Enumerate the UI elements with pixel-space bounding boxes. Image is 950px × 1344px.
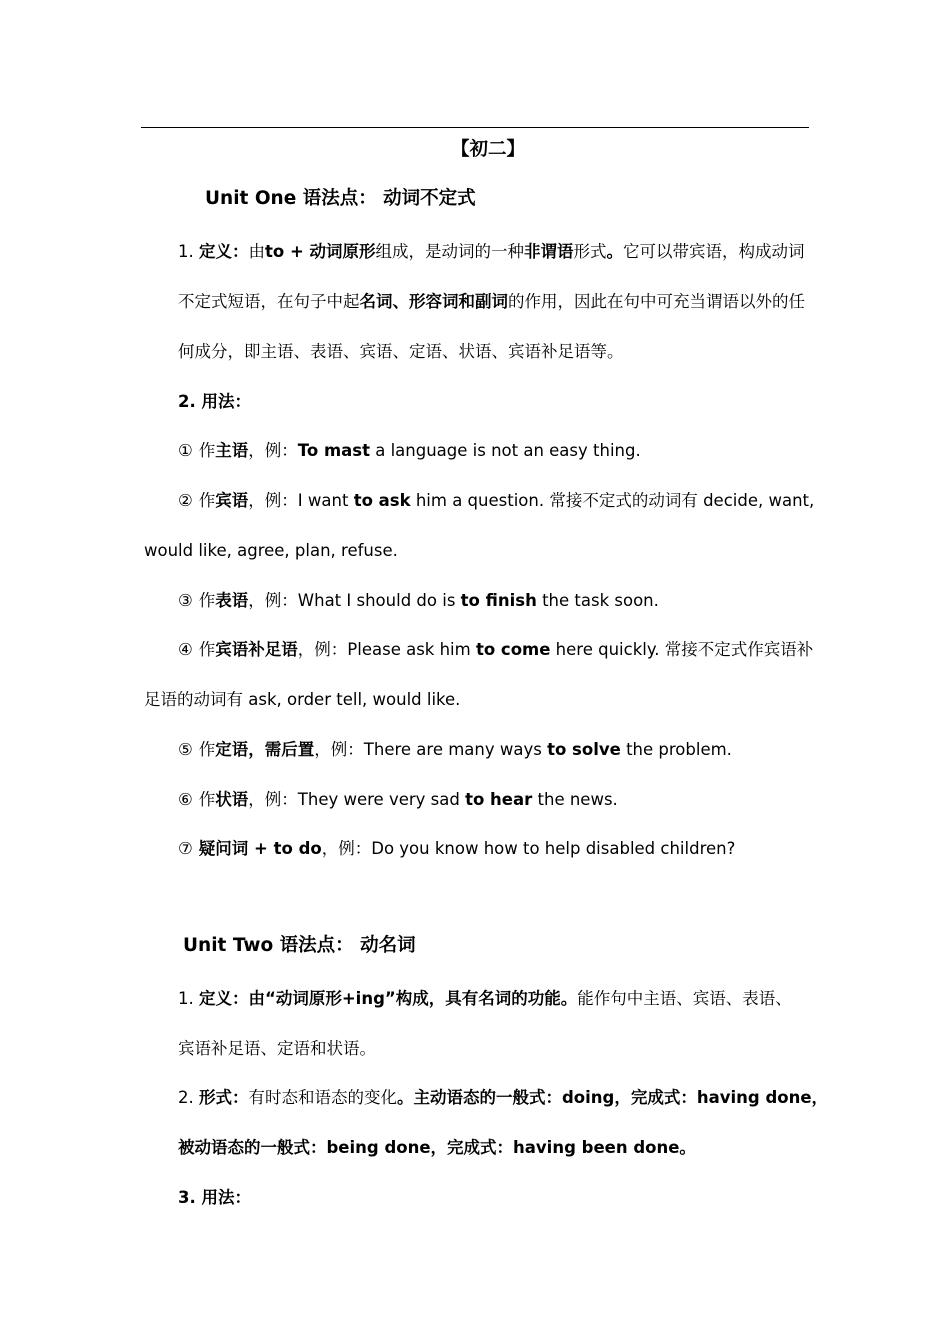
def-text: 能作句中主语、宾语、表语、 (577, 989, 792, 1008)
item-text: 作 (198, 591, 216, 610)
def-bold: 。 (606, 242, 624, 261)
item-text: 作 (198, 640, 216, 659)
def-label: 定义： (199, 242, 249, 261)
usage-item-continuation: would like, agree, plan, refuse. (144, 541, 398, 560)
usage-item-continuation: 足语的动词有 ask, order tell, would like. (144, 690, 461, 709)
unit-one-definition-line-2 (178, 290, 805, 314)
unit-two-definition-line-2: 宾语补足语、定语和状语。 (178, 1039, 376, 1058)
item-number: ③ (178, 591, 193, 610)
unit-one-heading: Unit One 语法点： 动词不定式 (205, 188, 476, 209)
item-text: ，例：What I should do is (248, 591, 461, 610)
form-bold: 被动语态的一般式：being done，完成式：having been done。 (178, 1138, 696, 1157)
usage-item (178, 788, 618, 812)
item-role: 宾语 (215, 491, 249, 510)
item-text: ，例：They were very sad (248, 790, 466, 809)
unit-one-definition-line-1 (178, 240, 805, 264)
unit-two-definition-line-1 (178, 987, 792, 1011)
item-text: the problem. (620, 740, 732, 759)
item-text: the news. (532, 790, 618, 809)
item-bold: to hear (465, 790, 533, 809)
item-role: 疑问词 + to do (198, 839, 322, 858)
item-text: 作 (198, 491, 216, 510)
item-text: here quickly. 常接不定式作宾语补 (550, 640, 814, 659)
def-text: 它可以带宾语，构成动词 (623, 242, 805, 261)
item-text: 作 (198, 790, 216, 809)
def-text: 不定式短语，在句子中起 (178, 292, 360, 311)
def-number: 1. (178, 242, 194, 261)
item-number: ⑦ (178, 839, 193, 858)
item-number: ④ (178, 640, 193, 659)
def-label: 定义： (199, 989, 249, 1008)
unit-two-heading: Unit Two 语法点： 动名词 (183, 935, 416, 956)
form-label: 形式： (199, 1088, 249, 1107)
item-bold: to finish (460, 591, 537, 610)
usage-item (178, 837, 735, 861)
item-number: ⑥ (178, 790, 193, 809)
item-bold: to ask (353, 491, 411, 510)
item-text: 作 (198, 441, 216, 460)
usage-item (178, 439, 641, 463)
item-number: ⑤ (178, 740, 193, 759)
item-number: ② (178, 491, 193, 510)
def-bold: 名词、形容词和副词 (359, 292, 508, 311)
def-text: 组成，是动词的一种 (375, 242, 525, 261)
header-rule (141, 127, 809, 128)
unit-one-usage-title (178, 390, 251, 414)
item-text: a language is not an easy thing. (369, 441, 641, 460)
item-text: 作 (198, 740, 216, 759)
def-number: 1. (178, 989, 194, 1008)
def-text: 的作用，因此在句中可充当谓语以外的任 (508, 292, 805, 311)
item-number: ① (178, 441, 193, 460)
item-role: 主语 (215, 441, 249, 460)
usage-item (178, 589, 659, 613)
item-bold: To mast (297, 441, 370, 460)
def-text: 形式 (573, 242, 607, 261)
unit-two-usage-title (178, 1186, 251, 1210)
item-role: 定语，需后置 (215, 740, 315, 759)
usage-item (178, 738, 732, 762)
unit-one-definition-line-3: 何成分，即主语、表语、宾语、定语、状语、宾语补足语等。 (178, 342, 624, 361)
def-bold: 由“动词原形+ing”构成，具有名词的功能。 (248, 989, 578, 1008)
usage-title-text: 3. 用法： (178, 1188, 251, 1207)
usage-item (178, 489, 814, 513)
item-bold: to solve (547, 740, 621, 759)
item-text: ，例：I want (248, 491, 354, 510)
item-text: him a question. 常接不定式的动词有 decide, want, (410, 491, 815, 510)
unit-two-form-line-2 (178, 1136, 696, 1160)
form-text: 有时态和语态的变化 (248, 1088, 397, 1107)
item-role: 表语 (215, 591, 249, 610)
item-text: ，例： (248, 441, 298, 460)
def-text: 由 (248, 242, 265, 261)
def-bold: 非谓语 (524, 242, 574, 261)
item-text: the task soon. (536, 591, 659, 610)
item-bold: to come (475, 640, 551, 659)
item-text: ，例：Do you know how to help disabled children? (321, 839, 736, 858)
item-text: ，例：There are many ways (314, 740, 548, 759)
unit-two-form-line-1 (178, 1086, 828, 1110)
form-bold: 。主动语态的一般式：doing，完成式：having done， (397, 1088, 829, 1107)
usage-item (178, 638, 813, 662)
grade-title: 【初二】 (451, 139, 526, 160)
item-text: ，例：Please ask him (297, 640, 476, 659)
usage-title-text: 2. 用法： (178, 392, 251, 411)
form-number: 2. (178, 1088, 194, 1107)
item-role: 宾语补足语 (215, 640, 298, 659)
item-role: 状语 (215, 790, 249, 809)
def-bold: to + 动词原形 (265, 242, 376, 261)
